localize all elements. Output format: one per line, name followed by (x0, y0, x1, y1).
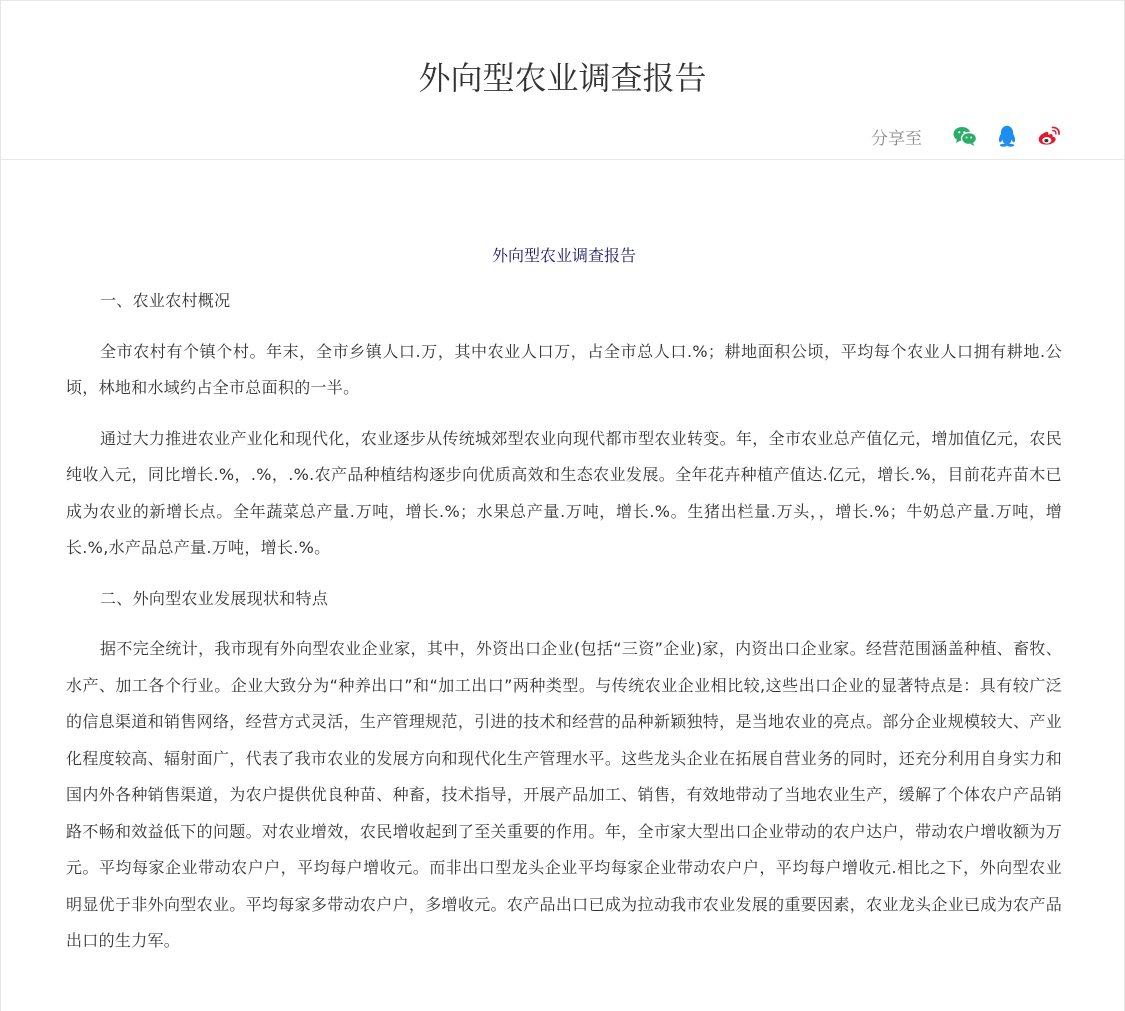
page-header (1, 1, 1124, 160)
article-content (66, 161, 1062, 960)
paragraph: 通过大力推进农业产业化和现代化，农业逐步从传统城郊型农业向现代都市型农业转变。年，全市农业总产值亿元，增加值亿元，农民纯收入元，同比增长.%，.%，.%.农产品种植结构逐步向优质高效和生态农业发展。全年花卉种植产值达.亿元，增长.%，目前花卉苗木已成为农业的新增长点。全年蔬菜总产量.万吨，增长.%；水果总产量.万吨，增长.%。生猪出栏量.万头，，增长.%；牛奶总产量.万吨，增长.%,水产品总产量.万吨，增长.%。 (66, 428, 1062, 557)
section-heading: 一、农业农村概况 (100, 291, 231, 310)
page-title: 外向型农业调查报告 (418, 59, 707, 97)
qq-icon[interactable] (994, 123, 1020, 149)
article-title: 外向型农业调查报告 (491, 246, 636, 265)
paragraph: 全市农村有个镇个村。年末，全市乡镇人口.万，其中农业人口万，占全市总人口.%；耕地面积公顷，平均每个农业人口拥有耕地.公顷，林地和水域约占全市总面积的一半。 (66, 341, 1062, 397)
wechat-icon[interactable] (952, 123, 978, 149)
section-heading: 二、外向型农业发展现状和特点 (100, 588, 329, 608)
share-label: 分享至 (871, 128, 922, 149)
paragraph: 据不完全统计，我市现有外向型农业企业家，其中，外资出口企业(包括“三资”企业)家，内资出口企业家。经营范围涵盖种植、畜牧、水产、加工各个行业。企业大致分为“种养出口”和“加工出口”两种类型。与传统农业企业相比较,这些出口企业的显著特点是：具有较广泛的信息渠道和销售网络，经营方式灵活，生产管理规范，引进的技术和经营的品种新颖独特，是当地农业的亮点。部分企业规模较大、产业化程度较高、辐射面广，代表了我市农业的发展方向和现代化生产管理水平。这些龙头企业在拓展自营业务的同时，还充分利用自身实力和国内外各种销售渠道，为农户提供优良种苗、种畜，技术指导，开展产品加工、销售，有效地带动了当地农业生产，缓解了个体农户产品销路不畅和效益低下的问题。对农业增效，农民增收起到了至关重要的作用。年，全市家大型出口企业带动的农户达户，带动农户增收额为万元。平均每家企业带动农户户，平均每户增收元。而非出口型龙头企业平均每家企业带动农户户，平均每户增收元.相比之下，外向型农业明显优于非外向型农业。平均每家多带动农户户，多增收元。农产品出口已成为拉动我市农业发展的重要因素，农业龙头企业已成为农产品出口的生力军。 (66, 639, 1062, 950)
share-bar (871, 123, 1062, 149)
weibo-icon[interactable] (1036, 123, 1062, 149)
